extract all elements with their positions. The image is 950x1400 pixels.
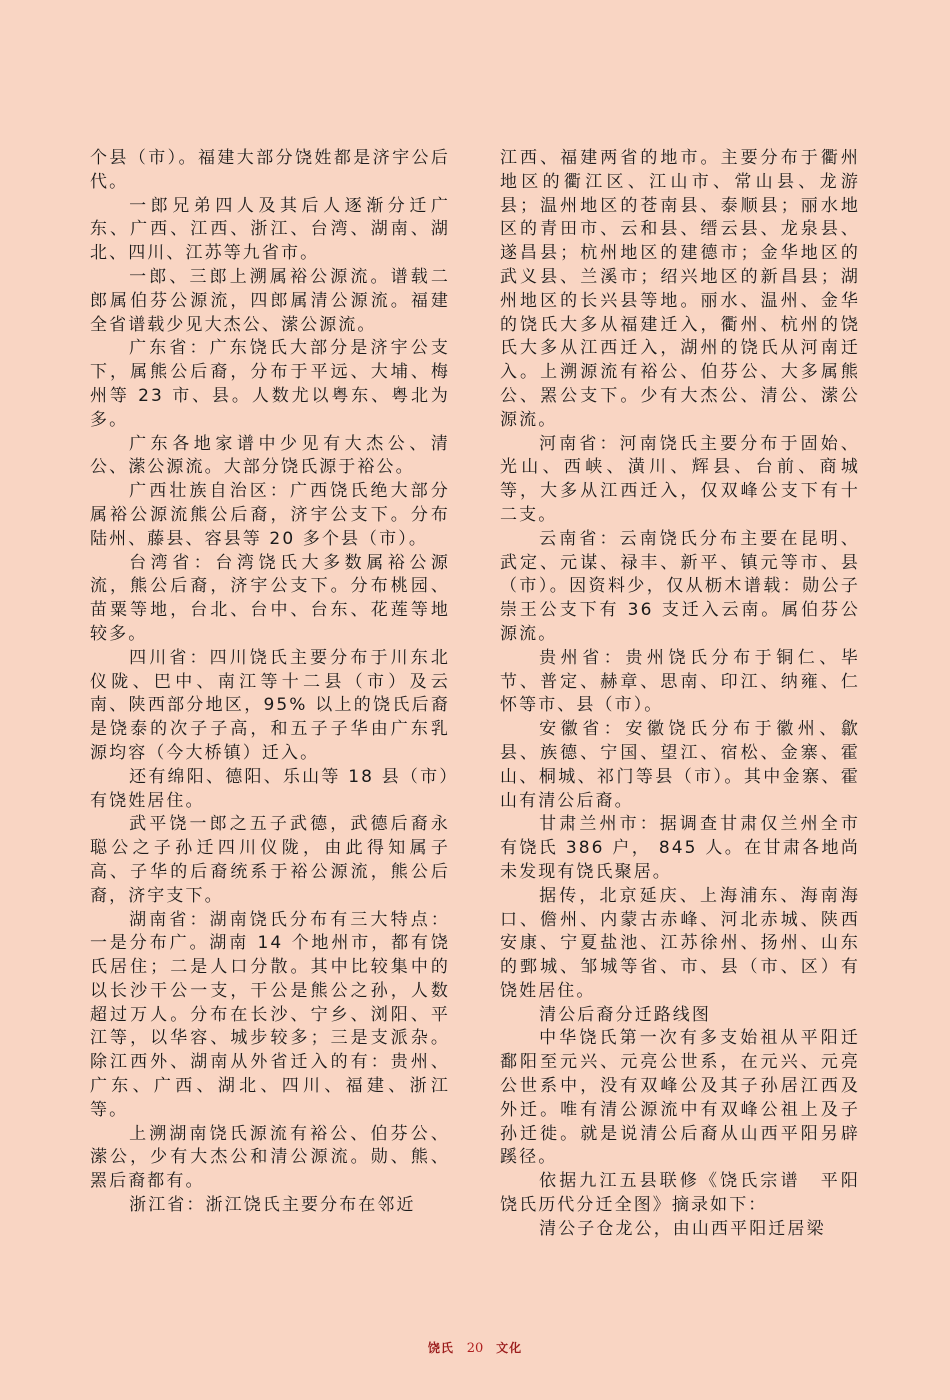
paragraph: 据传，北京延庆、上海浦东、海南海口、儋州、内蒙古赤峰、河北赤城、陕西安康、宁夏盐池、江苏徐州、扬州、山东的鄄城、邹城等省、市、县（市、区）有饶姓居住。	[500, 885, 860, 1001]
page-footer	[0, 1339, 950, 1356]
paragraph: 河南省：河南饶氏主要分布于固始、光山、西峡、潢川、辉县、台前、商城等，大多从江西迁入，仅双峰公支下有十二支。	[500, 433, 860, 525]
paragraph: 四川省：四川饶氏主要分布于川东北仪陇、巴中、南江等十二县（市）及云南、陕西部分地区，95% 以上的饶氏后裔是饶泰的次子子高，和五子子华由广东乳源均容（今大桥镇）迁入。	[90, 647, 450, 763]
footer-brand-right: 文化	[496, 1341, 523, 1355]
paragraph: 广东各地家谱中少见有大杰公、清公、潆公源流。大部分饶氏源于裕公。	[90, 433, 450, 478]
paragraph: 广西壮族自治区：广西饶氏绝大部分属裕公源流熊公后裔，济宇公支下。分布陆州、藤县、容县等 20 多个县（市）。	[90, 481, 450, 549]
paragraph: 甘肃兰州市：据调查甘肃仅兰州全市有饶氏 386 户， 845 人。在甘肃各地尚未发现有饶氏聚居。	[500, 814, 860, 882]
paragraph: 中华饶氏第一次有多支始祖从平阳迁鄱阳至元兴、元亮公世系，在元兴、元亮公世系中，没有双峰公及其子孙居江西及外迁。唯有清公源流中有双峰公祖上及子孙迁徙。就是说清公后裔从山西平阳另辟蹊径。	[500, 1028, 860, 1168]
paragraph: 广东省：广东饶氏大部分是济宇公支下，属熊公后裔，分布于平远、大埔、梅州等 23 市、县。人数尤以粤东、粤北为多。	[90, 338, 450, 430]
paragraph: 依据九江五县联修《饶氏宗谱 平阳饶氏历代分迁全图》摘录如下：	[500, 1171, 860, 1216]
paragraph: 还有绵阳、德阳、乐山等 18 县（市）有饶姓居住。	[90, 766, 450, 811]
footer-brand-left: 饶氏	[427, 1341, 454, 1355]
paragraph: 湖南省：湖南饶氏分布有三大特点：一是分布广。湖南 14 个地州市，都有饶氏居住；二是人口分散。其中比较集中的以长沙干公一支，干公是熊公之孙，人数超过万人。分布在长沙、宁乡、浏阳、平江等，以华容、城步较多；三是支派杂。除江西外、湖南从外省迁入的有：贵州、广东、广西、湖北、四川、福建、浙江等。	[90, 909, 450, 1120]
paragraph: 云南省：云南饶氏分布主要在昆明、武定、元谋、禄丰、新平、镇元等市、县（市）。因资料少，仅从枥木谱载：勋公子崇王公支下有 36 支迁入云南。属伯芬公源流。	[500, 528, 860, 644]
paragraph: 浙江省：浙江饶氏主要分布在邻近	[129, 1195, 416, 1216]
paragraph: 清公子仓龙公，由山西平阳迁居梁	[539, 1218, 826, 1239]
paragraph: 清公后裔分迁路线图	[539, 1004, 711, 1025]
paragraph: 个县（市）。福建大部分饶姓都是济宇公后代。	[90, 148, 450, 192]
paragraph: 武平饶一郎之五子武德，武德后裔永聪公之子孙迁四川仪陇，由此得知属子高、子华的后裔统系于裕公源流，熊公后裔，济宇支下。	[90, 814, 450, 906]
paragraph: 一郎、三郎上溯属裕公源流。谱载二郎属伯芬公源流，四郎属清公源流。福建全省谱载少见大杰公、潆公源流。	[90, 266, 450, 335]
paragraph: 贵州省：贵州饶氏分布于铜仁、毕节、普定、赫章、思南、印江、纳雍、仁怀等市、县（市）。	[500, 647, 860, 716]
right-text-column	[500, 147, 860, 1242]
paragraph: 安徽省：安徽饶氏分布于徽州、歙县、族德、宁国、望江、宿松、金寨、霍山、桐城、祁门等县（市）。其中金寨、霍山有清公后裔。	[500, 719, 860, 811]
page-number: 20	[466, 1341, 484, 1356]
paragraph: 台湾省：台湾饶氏大多数属裕公源流，熊公后裔，济宇公支下。分布桃园、苗粟等地，台北、台中、台东、花莲等地较多。	[90, 552, 450, 644]
paragraph: 江西、福建两省的地市。主要分布于衢州地区的衢江区、江山市、常山县、龙游县；温州地区的苍南县、泰顺县；丽水地区的青田市、云和县、缙云县、龙泉县、遂昌县；杭州地区的建德市；金华地区的武义县、兰溪市；绍兴地区的新昌县；湖州地区的长兴县等地。丽水、温州、金华的饶氏大多从福建迁入，衢州、杭州的饶氏大多从江西迁入，湖州的饶氏从河南迁入。上溯源流有裕公、伯芬公、大多属熊公、罴公支下。少有大杰公、清公、潆公源流。	[500, 148, 860, 430]
paragraph: 上溯湖南饶氏源流有裕公、伯芬公、潆公，少有大杰公和清公源流。勋、熊、罴后裔都有。	[90, 1123, 450, 1192]
left-text-column	[90, 147, 450, 1218]
paragraph: 一郎兄弟四人及其后人逐渐分迁广东、广西、江西、浙江、台湾、湖南、湖北、四川、江苏等九省市。	[90, 195, 450, 264]
